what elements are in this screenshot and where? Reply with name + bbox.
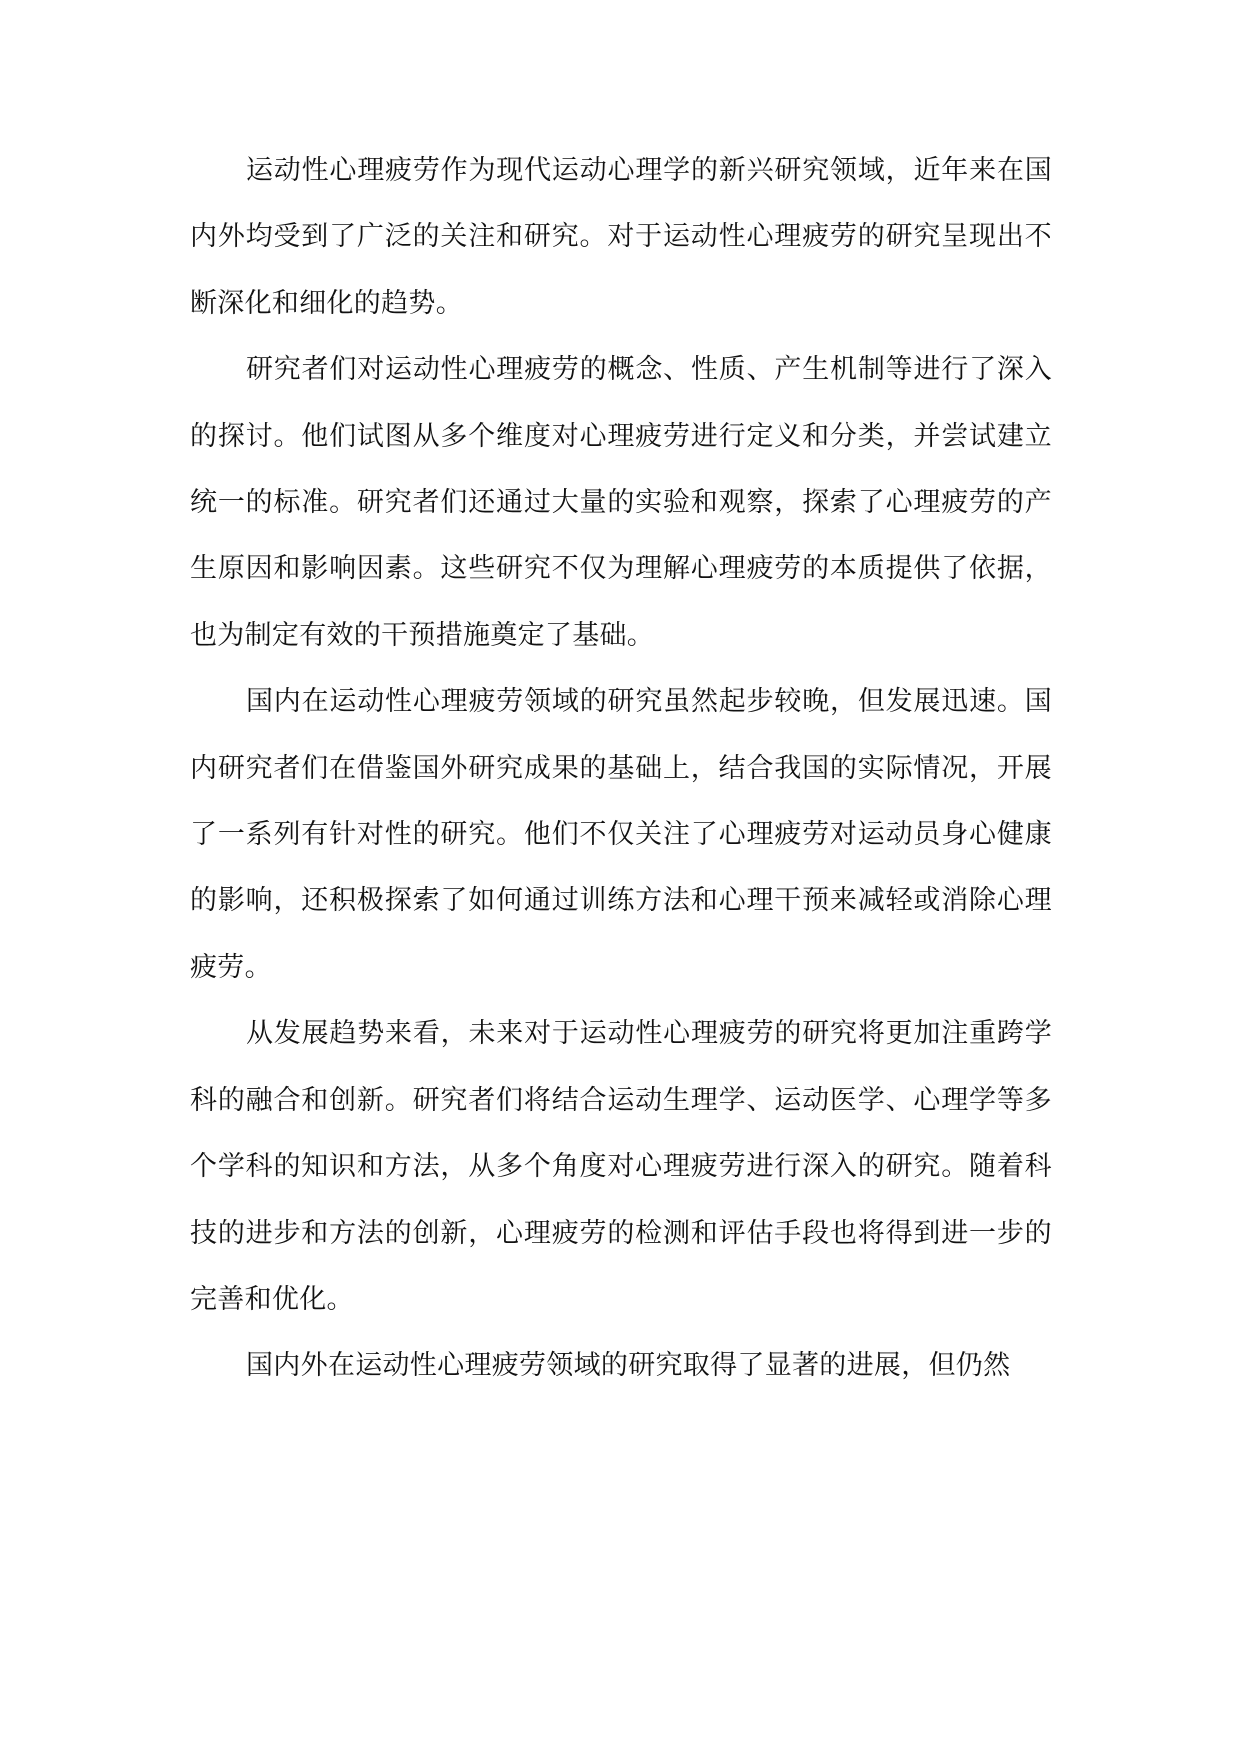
- paragraph-4: 从发展趋势来看，未来对于运动性心理疲劳的研究将更加注重跨学科的融合和创新。研究者们将结合运动生理学、运动医学、心理学等多个学科的知识和方法，从多个角度对心理疲劳进行深入的研究。随着科技的进步和方法的创新，心理疲劳的检测和评估手段也将得到进一步的完善和优化。: [190, 1018, 1052, 1315]
- paragraph-2: 研究者们对运动性心理疲劳的概念、性质、产生机制等进行了深入的探讨。他们试图从多个维度对心理疲劳进行定义和分类，并尝试建立统一的标准。研究者们还通过大量的实验和观察，探索了心理疲劳的产生原因和影响因素。这些研究不仅为理解心理疲劳的本质提供了依据，也为制定有效的干预措施奠定了基础。: [190, 354, 1052, 651]
- document-body: [190, 138, 1052, 1400]
- paragraph-1: 运动性心理疲劳作为现代运动心理学的新兴研究领域，近年来在国内外均受到了广泛的关注和研究。对于运动性心理疲劳的研究呈现出不断深化和细化的趋势。: [190, 155, 1052, 319]
- paragraph-5: 国内外在运动性心理疲劳领域的研究取得了显著的进展，但仍然: [246, 1350, 1011, 1382]
- paragraph-3: 国内在运动性心理疲劳领域的研究虽然起步较晚，但发展迅速。国内研究者们在借鉴国外研究成果的基础上，结合我国的实际情况，开展了一系列有针对性的研究。他们不仅关注了心理疲劳对运动员身心健康的影响，还积极探索了如何通过训练方法和心理干预来减轻或消除心理疲劳。: [190, 686, 1052, 983]
